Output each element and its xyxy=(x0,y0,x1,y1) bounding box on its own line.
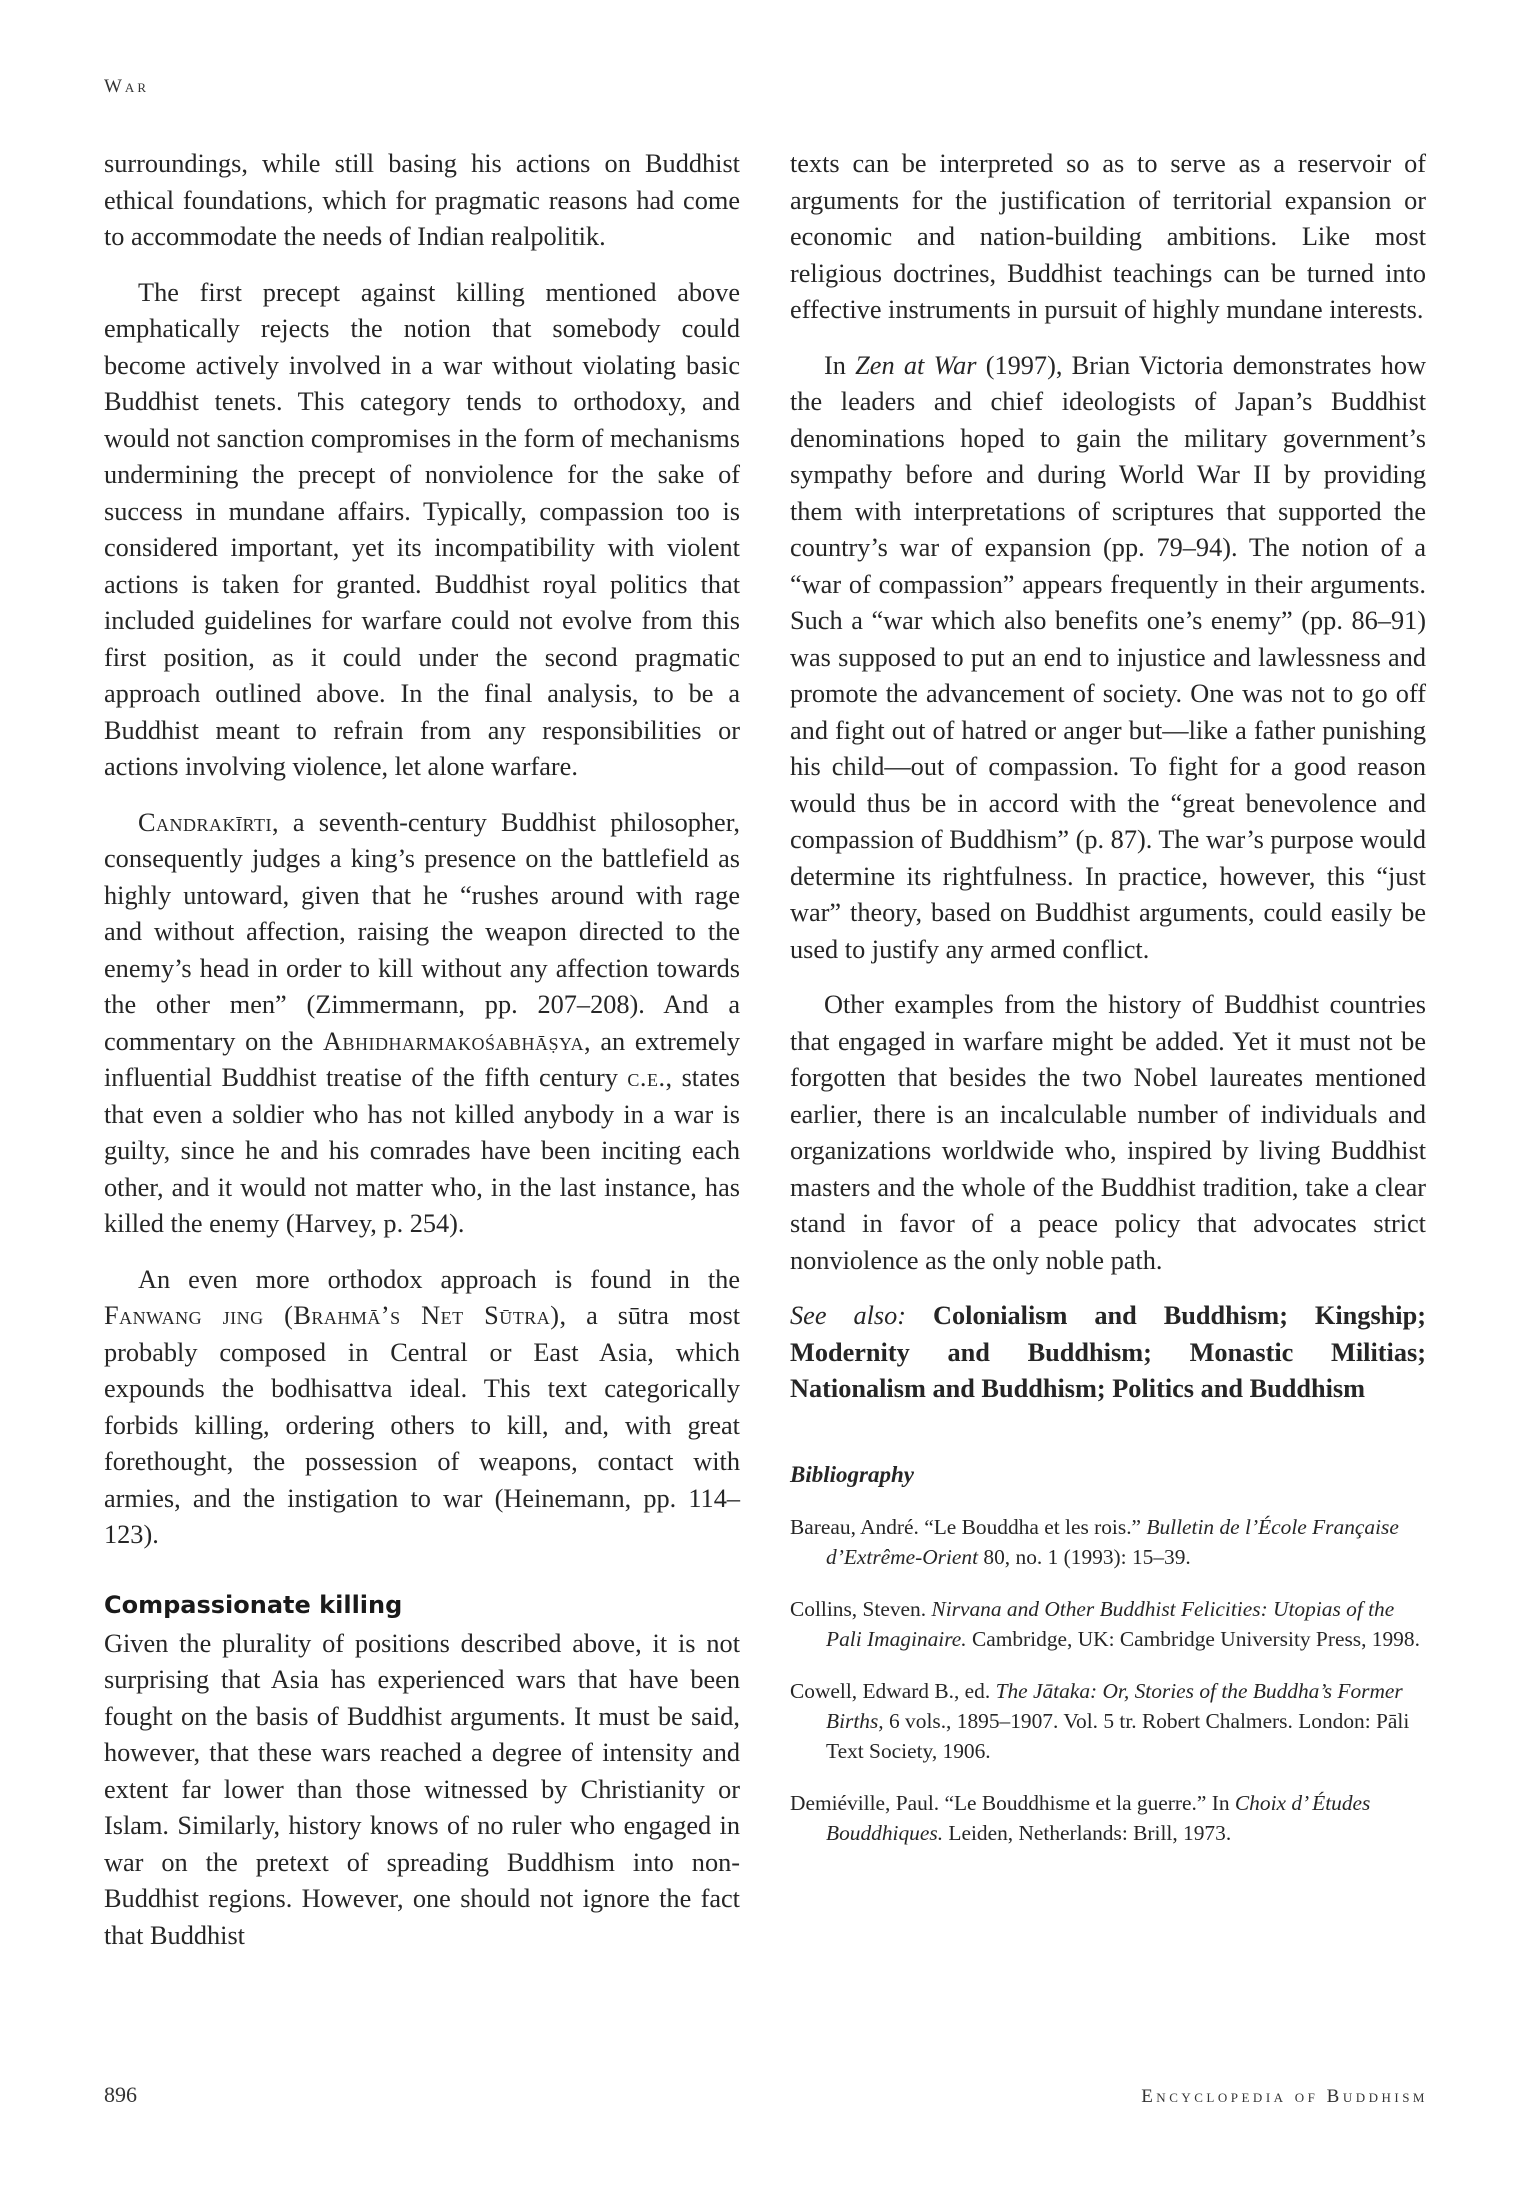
paragraph: In Zen at War (1997), Brian Victoria demonstrates how the leaders and chief ideologists of Japan’s Buddhist denominations hoped to gain the military government’s sympathy before and during World War II by providing them with interpretations of scriptures that supported the country’s war of expansion (pp. 79–94). The notion of a “war of compassion” appears frequently in their arguments. Such a “war which also benefits one’s enemy” (pp. 86–91) was supposed to put an end to injustice and lawlessness and promote the advancement of society. One was not to go off and fight out of hatred or anger but—like a father punishing his child—out of compassion. To fight for a good reason would thus be in accord with the “great benevolence and compassion of Buddhism” (p. 87). The war’s purpose would determine its rightfulness. In practice, however, this “just war” theory, based on Buddhist arguments, could easily be used to justify any armed conflict. xyxy=(790,350,1427,964)
bibliography-entry: Demiéville, Paul. “Le Bouddhisme et la guerre.” In Choix d’ Études Bouddhiques. Leiden, Netherlands: Brill, 1973. xyxy=(790,1790,1371,1845)
cross-reference-term: Fanwang jing (Brahmā’s Net Sūtra) xyxy=(104,1301,560,1330)
cross-reference-term: Abhidharmakośabhāṣya xyxy=(323,1026,585,1056)
paragraph: Other examples from the history of Buddhist countries that engaged in warfare might be added. Yet it must not be forgotten that besides the two Nobel laureates mentioned earlier, there is an incalculable number of individuals and organizations worldwide who, inspired by living Buddhist masters and the whole of the Buddhist tradition, take a clear stand in favor of a peace policy that advocates strict nonviolence as the only noble path. xyxy=(790,990,1426,1275)
bibliography-entry: Cowell, Edward B., ed. The Jātaka: Or, Stories of the Buddha’s Former Births, 6 vols., 1895–1907. Vol. 5 tr. Robert Chalmers. London: Pāli Text Society, 1906. xyxy=(790,1678,1410,1763)
paragraph: Candrakīrti, a seventh-century Buddhist philosopher, consequently judges a king’s presence on the battlefield as highly untoward, given that he “rushes around with rage and without affection, raising the weapon directed to the enemy’s head in order to kill without any affection towards the other men” (Zimmermann, pp. 207–208). And a commentary on the Abhidharmakośabhāṣya, an extremely influential Buddhist treatise of the fifth century c.e., states that even a soldier who has not killed anybody in a war is guilty, since he and his comrades have been inciting each other, and it would not matter who, in the last instance, has killed the enemy (Harvey, p. 254). xyxy=(104,807,740,1238)
bibliography-entry: Bareau, André. “Le Bouddha et les rois.” Bulletin de l’École Française d’Extrême-Orient 80, no. 1 (1993): 15–39. xyxy=(790,1514,1399,1569)
see-also xyxy=(790,1298,1426,1408)
cross-reference-term: Candrakīrti xyxy=(138,807,272,837)
left-column xyxy=(104,146,740,1973)
book-title: Zen at War xyxy=(855,350,977,380)
bibliography-heading: Bibliography xyxy=(790,1461,914,1487)
section-heading: Compassionate killing xyxy=(104,1590,403,1619)
era-abbreviation: c.e. xyxy=(627,1063,666,1092)
paragraph: An even more orthodox approach is found in the Fanwang jing (Brahmā’s Net Sūtra), a sūtra most probably composed in Central or East Asia, which expounds the bodhisattva ideal. This text categorically forbids killing, ordering others to kill, and, with great forethought, the possession of weapons, contact with armies, and the instigation to war (Heinemann, pp. 114–123). xyxy=(104,1264,740,1549)
paragraph: texts can be interpreted so as to serve as a reservoir of arguments for the justification of territorial expansion or economic and nation-building ambitions. Like most religious doctrines, Buddhist teachings can be turned into effective instruments in pursuit of highly mundane interests. xyxy=(790,149,1426,324)
page-number: 896 xyxy=(104,2082,137,2107)
see-also-label: See also: xyxy=(790,1301,907,1330)
right-column xyxy=(790,146,1426,1870)
see-also-entries: Colonialism and Buddhism; Kingship; Modernity and Buddhism; Monastic Militias; Nationalism and Buddhism; Politics and Buddhism xyxy=(790,1301,1426,1403)
paragraph: surroundings, while still basing his actions on Buddhist ethical foundations, which for pragmatic reasons had come to accommodate the needs of Indian realpolitik. xyxy=(104,149,740,251)
paragraph: The first precept against killing mentioned above emphatically rejects the notion that somebody could become actively involved in a war without violating basic Buddhist tenets. This category tends to orthodoxy, and would not sanction compromises in the form of mechanisms undermining the precept of nonviolence for the sake of success in mundane affairs. Typically, compassion too is considered important, yet its incompatibility with violent actions is taken for granted. Buddhist royal politics that included guidelines for warfare could not evolve from this first position, as it could under the second pragmatic approach outlined above. In the final analysis, to be a Buddhist meant to refrain from any responsibilities or actions involving violence, let alone warfare. xyxy=(104,277,740,781)
bibliography-entry: Collins, Steven. Nirvana and Other Buddhist Felicities: Utopias of the Pali Imaginaire. Cambridge, UK: Cambridge University Press, 1998. xyxy=(790,1596,1420,1651)
paragraph: Given the plurality of positions described above, it is not surprising that Asia has experienced wars that have been fought on the basis of Buddhist arguments. It must be said, however, that these wars reached a degree of intensity and extent far lower than those witnessed by Christianity or Islam. Similarly, history knows of no ruler who engaged in war on the pretext of spreading Buddhism into non-Buddhist regions. However, one should not ignore the fact that Buddhist xyxy=(104,1628,740,1950)
running-head: War xyxy=(104,76,149,97)
publication-title: Encyclopedia of Buddhism xyxy=(1141,2086,1428,2107)
